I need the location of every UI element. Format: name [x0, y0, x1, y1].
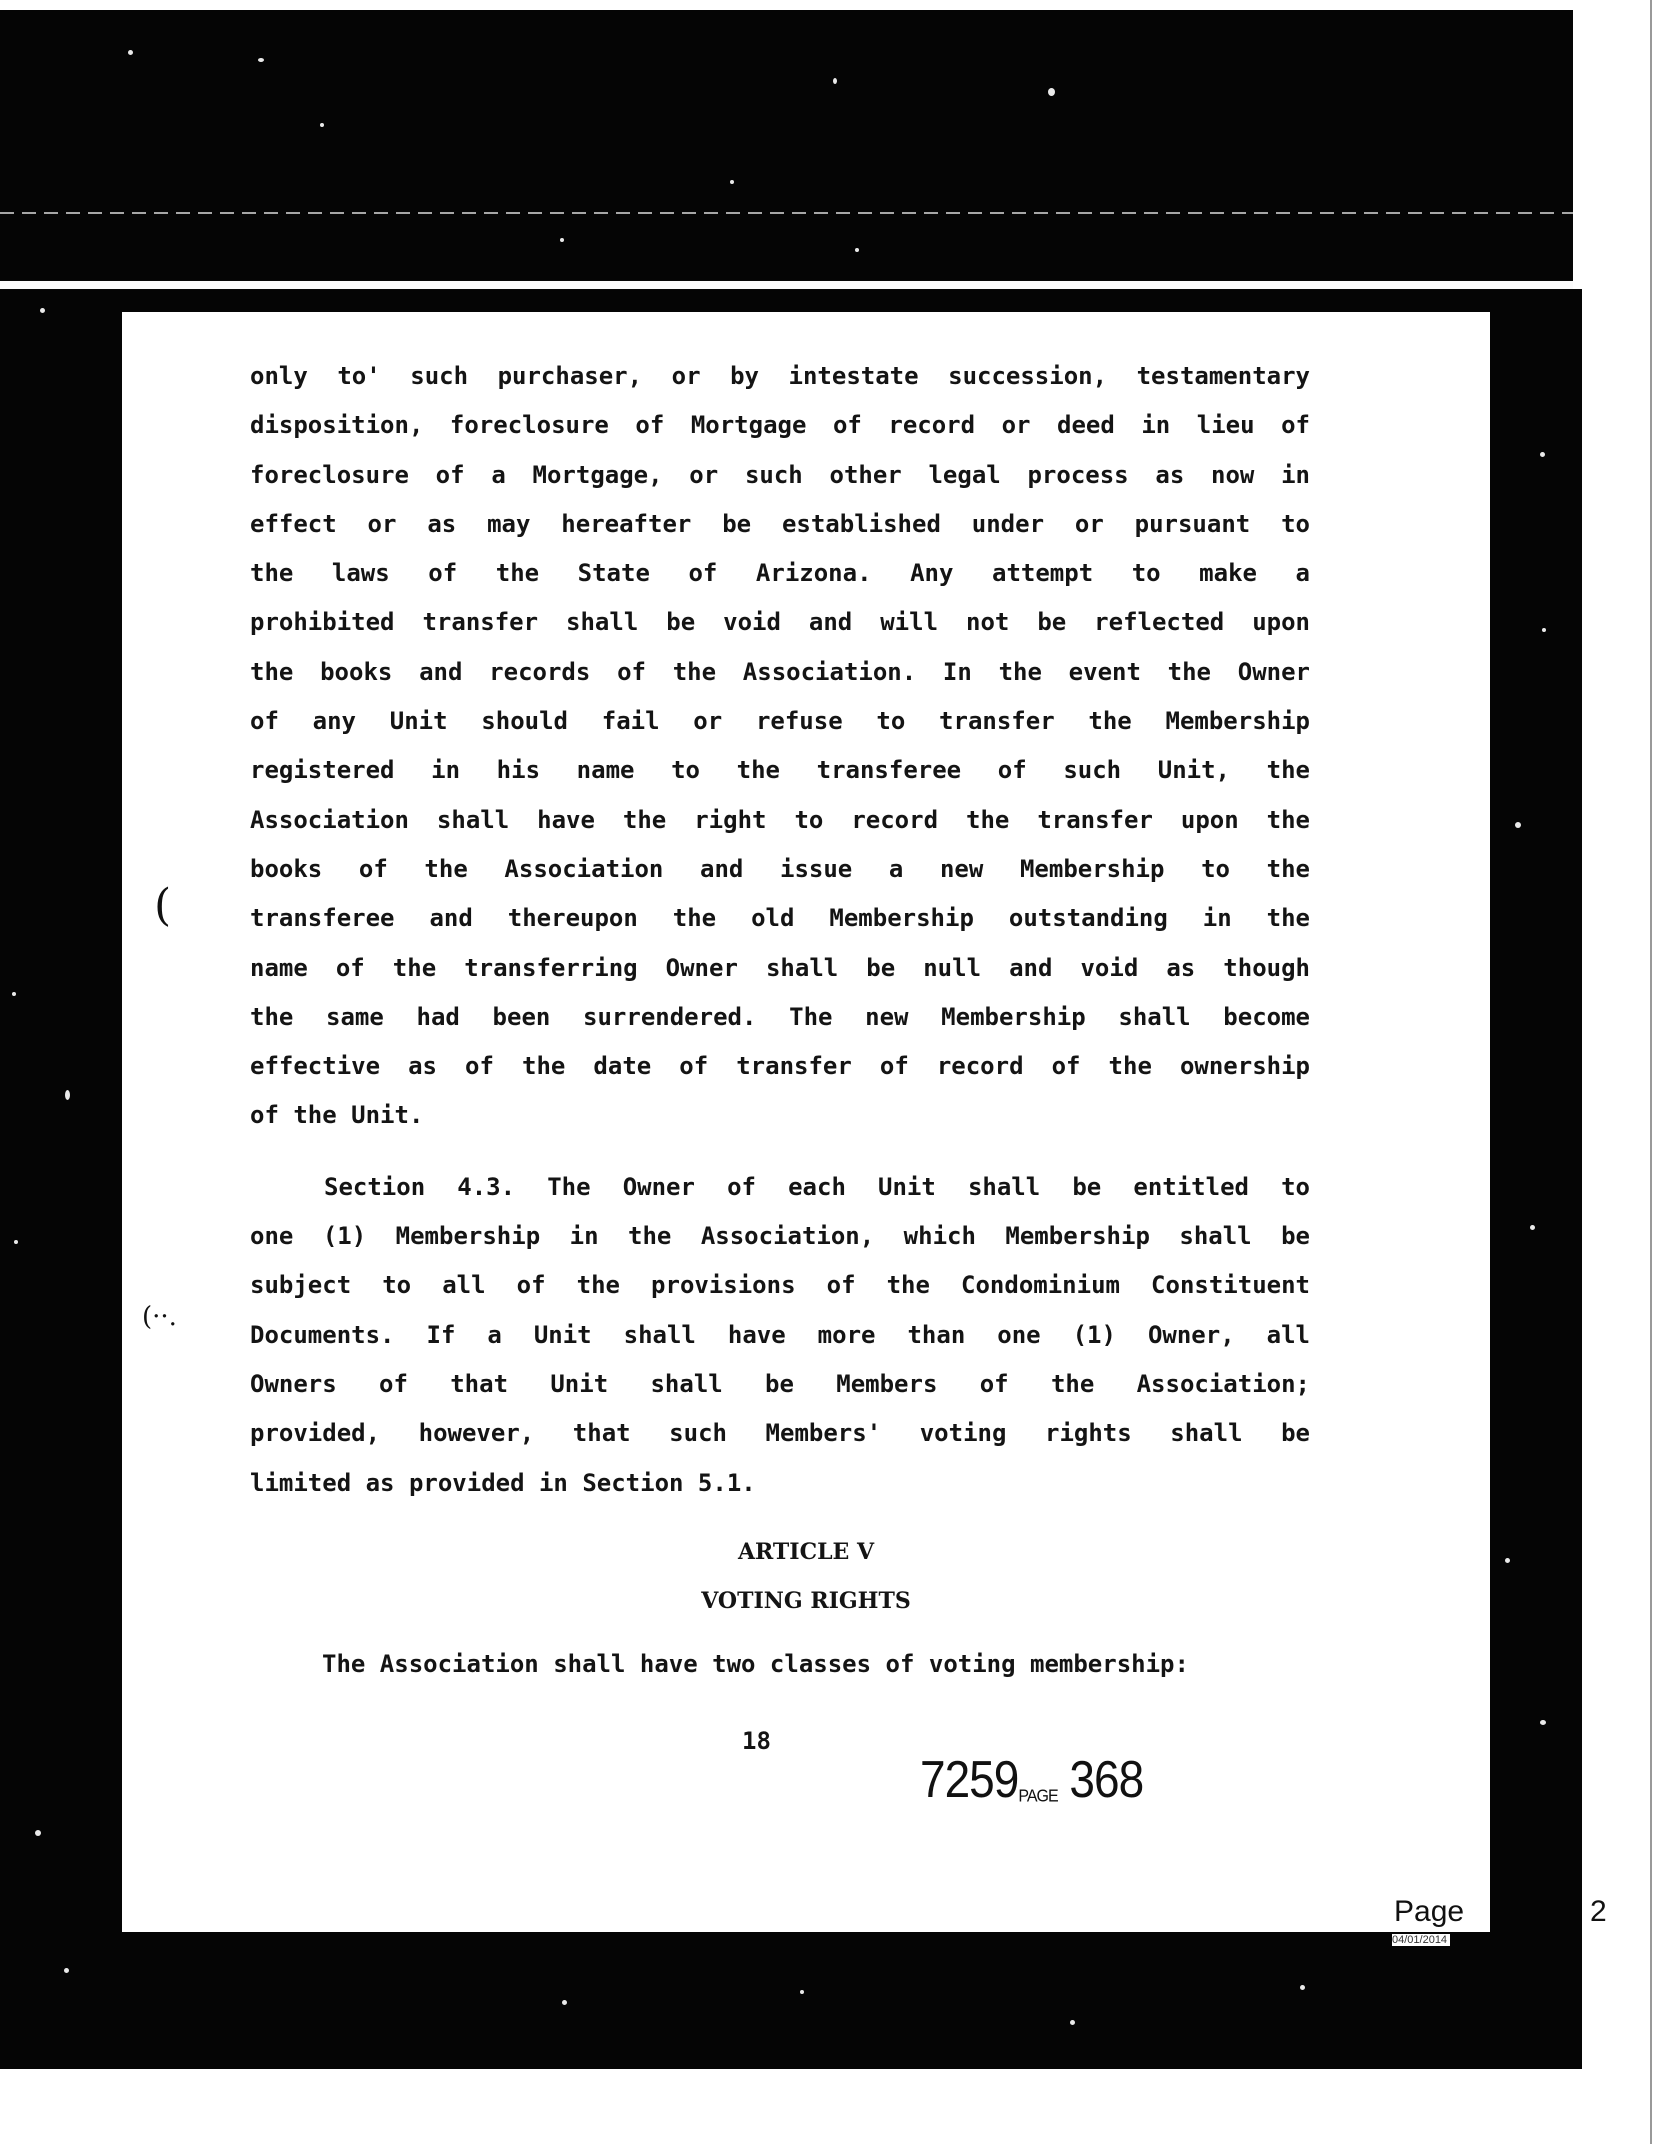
text-line: Association shall have the right to record the transfer upon the	[250, 805, 1310, 834]
text-line: the laws of the State of Arizona. Any attempt to make a	[250, 559, 1310, 588]
article-subtitle: VOTING RIGHTS	[701, 1588, 911, 1614]
text-line: Section 4.3. The Owner of each Unit shall be entitled to	[324, 1172, 1310, 1201]
text-line: Owners of that Unit shall be Members of the Association;	[250, 1369, 1310, 1398]
scan-speck	[833, 78, 837, 84]
text-line: only to' such purchaser, or by intestate succession, testamentary	[250, 362, 1310, 390]
scan-speck	[128, 50, 133, 55]
margin-mark: (	[154, 880, 172, 931]
scan-speck	[1505, 1558, 1510, 1563]
text-line: the same had been surrendered. The new Membership shall become	[250, 1002, 1310, 1031]
margin-mark: (··.	[142, 1302, 177, 1332]
scan-speck	[1300, 1985, 1305, 1990]
scan-speck	[40, 308, 45, 313]
scan-speck	[64, 1968, 69, 1973]
footer-date: 04/01/2014	[1392, 1934, 1450, 1946]
text-line: limited as provided in Section 5.1.	[250, 1468, 756, 1497]
text-line: name of the transferring Owner shall be null and void as though	[250, 953, 1310, 982]
text-line: books of the Association and issue a new Membership to the	[250, 854, 1310, 883]
scan-speck	[855, 248, 859, 252]
scan-speck	[562, 2000, 567, 2005]
text-line: foreclosure of a Mortgage, or such other legal process as now in	[250, 460, 1310, 489]
top-scan-border	[0, 10, 1573, 281]
text-line: disposition, foreclosure of Mortgage of record or deed in lieu of	[250, 411, 1310, 440]
stamp-page-number: 368	[1069, 1749, 1144, 1809]
scan-speck	[65, 1090, 70, 1100]
page-number: 18	[742, 1727, 771, 1755]
text-line: effective as of the date of transfer of record of the ownership	[250, 1052, 1310, 1081]
scan-speck	[14, 1240, 18, 1244]
text-line: the books and records of the Association. In the event the Owner	[250, 657, 1310, 686]
scan-gap	[0, 281, 1573, 289]
document-body	[250, 352, 1310, 1508]
scan-speck	[35, 1830, 41, 1836]
text-line: transferee and thereupon the old Membership outstanding in the	[250, 904, 1310, 933]
stamp-page-label: PAGE	[1018, 1786, 1058, 1806]
scan-speck	[258, 58, 264, 62]
text-line: one (1) Membership in the Association, which Membership shall be	[250, 1222, 1310, 1251]
text-line: of the Unit.	[250, 1101, 424, 1130]
scan-speck	[560, 238, 564, 242]
text-line: prohibited transfer shall be void and will not be reflected upon	[250, 608, 1310, 637]
article-title: ARTICLE V	[737, 1539, 875, 1565]
stamp-book-number: 7259	[920, 1749, 1019, 1809]
footer-page-number: 2	[1590, 1895, 1607, 1928]
document-page	[122, 312, 1490, 1932]
recording-stamp	[920, 1749, 1143, 1809]
text-line: Documents. If a Unit shall have more than one (1) Owner, all	[250, 1320, 1310, 1349]
paragraph-transfer	[250, 352, 1310, 1141]
text-line: effect or as may hereafter be established under or pursuant to	[250, 509, 1310, 538]
paragraph-voting-classes: The Association shall have two classes of voting membership:	[322, 1650, 1189, 1678]
scan-speck	[730, 180, 734, 184]
scan-artifact-line	[0, 212, 1573, 214]
scan-speck	[1515, 822, 1521, 828]
scan-speck	[1542, 628, 1546, 632]
scan-speck	[1530, 1225, 1535, 1230]
scan-speck	[320, 123, 324, 127]
footer-page-label: Page	[1394, 1895, 1465, 1928]
text-line: subject to all of the provisions of the Condominium Constituent	[250, 1271, 1310, 1300]
page-right-edge	[1650, 0, 1652, 2144]
scan-speck	[1540, 452, 1545, 457]
text-line: provided, however, that such Members' voting rights shall be	[250, 1419, 1310, 1448]
scan-speck	[12, 992, 16, 996]
scan-speck	[800, 1990, 804, 1994]
scan-speck	[1070, 2020, 1075, 2025]
text-line: of any Unit should fail or refuse to transfer the Membership	[250, 707, 1310, 736]
scan-speck	[1048, 88, 1055, 96]
paragraph-section-4-3	[250, 1163, 1310, 1508]
text-line: registered in his name to the transferee of such Unit, the	[250, 756, 1310, 785]
scan-speck	[1540, 1720, 1546, 1725]
